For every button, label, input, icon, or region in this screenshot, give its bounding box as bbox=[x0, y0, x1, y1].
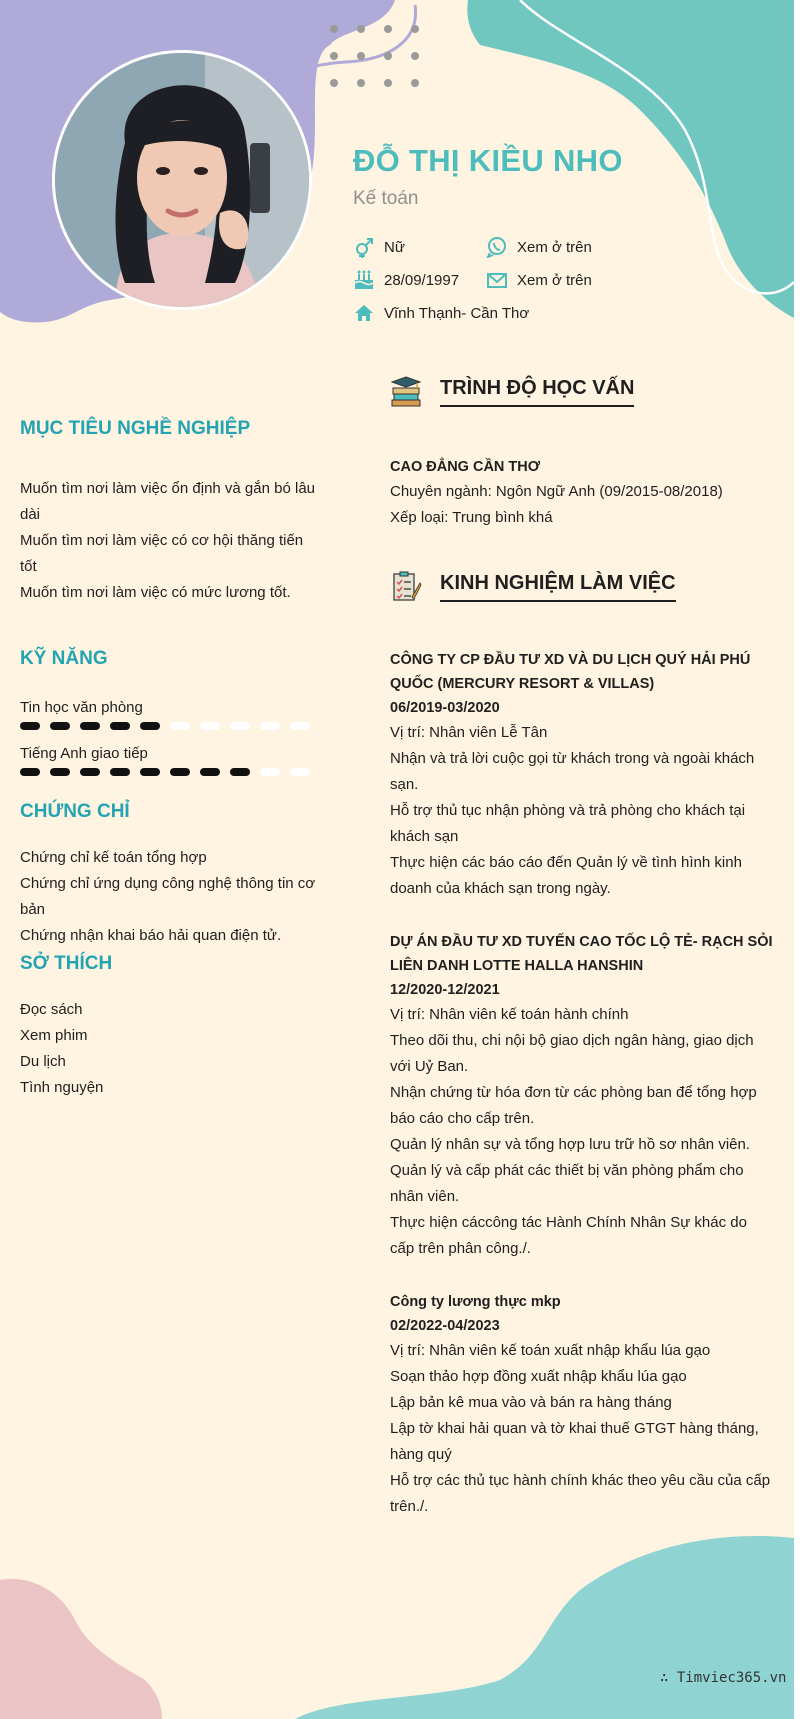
objective-line: Muốn tìm nơi làm việc có cơ hội thăng tiến tốt bbox=[20, 532, 304, 575]
skill-segment-empty bbox=[230, 722, 250, 730]
hobbies-text bbox=[20, 997, 320, 1101]
job-company: DỰ ÁN ĐẦU TƯ XD TUYẾN CAO TỐC LỘ TẺ- RẠCH SỎI LIÊN DANH LOTTE HALLA HANSHIN bbox=[390, 934, 773, 974]
experience-heading: KINH NGHIỆM LÀM VIỆC bbox=[440, 572, 676, 602]
watermark: ∴ Timviec365.vn bbox=[660, 1670, 787, 1686]
checklist-icon bbox=[390, 571, 422, 603]
education-block bbox=[390, 455, 775, 531]
skill-segment-filled bbox=[50, 722, 70, 730]
education-major: Chuyên ngành: Ngôn Ngữ Anh (09/2015-08/2018) bbox=[390, 483, 723, 500]
job-entry bbox=[390, 930, 775, 1262]
skill-segment-filled bbox=[200, 768, 220, 776]
objective-line: Muốn tìm nơi làm việc có mức lương tốt. bbox=[20, 584, 291, 601]
job-company: CÔNG TY CP ĐẦU TƯ XD VÀ DU LỊCH QUÝ HẢI PHÚ QUỐC (MERCURY RESORT & VILLAS) bbox=[390, 652, 751, 692]
job-title: Kế toán bbox=[353, 188, 419, 209]
job-line: Thực hiện cáccông tác Hành Chính Nhân Sự khác do cấp trên phân công./. bbox=[390, 1214, 747, 1257]
gender-value: Nữ bbox=[384, 238, 405, 256]
skill-segment-filled bbox=[140, 722, 160, 730]
job-line: Theo dõi thu, chi nội bộ giao dịch ngân hàng, giao dịch với Uỷ Ban. bbox=[390, 1032, 754, 1075]
skill-level-bar bbox=[20, 722, 320, 730]
address-info bbox=[353, 302, 529, 324]
job-period: 06/2019-03/2020 bbox=[390, 700, 500, 716]
phone-value[interactable]: Xem ở trên bbox=[517, 238, 592, 256]
job-line: Lập tờ khai hải quan và tờ khai thuế GTGT hàng tháng, hàng quý bbox=[390, 1420, 759, 1463]
hobby-line: Xem phim bbox=[20, 1027, 88, 1044]
job-line: Hỗ trợ các thủ tục hành chính khác theo yêu cầu của cấp trên./. bbox=[390, 1472, 771, 1515]
certificate-line: Chứng chỉ ứng dụng công nghệ thông tin cơ bản bbox=[20, 875, 316, 918]
gender-info bbox=[353, 236, 405, 258]
skill-segment-filled bbox=[50, 768, 70, 776]
job-line: Nhận chứng từ hóa đơn từ các phòng ban để tổng hợp báo cáo cho cấp trên. bbox=[390, 1084, 757, 1127]
address-value: Vĩnh Thạnh- Cần Thơ bbox=[384, 304, 530, 322]
certificates-text bbox=[20, 845, 320, 949]
email-value[interactable]: Xem ở trên bbox=[517, 271, 592, 289]
skill-segment-filled bbox=[110, 768, 130, 776]
job-line: Hỗ trợ thủ tục nhận phòng và trả phòng cho khách tại khách sạn bbox=[390, 802, 746, 845]
job-line: Vị trí: Nhân viên kế toán xuất nhập khẩu lúa gạo bbox=[390, 1342, 711, 1359]
job-period: 12/2020-12/2021 bbox=[390, 982, 500, 998]
certificate-line: Chứng nhận khai báo hải quan điện tử. bbox=[20, 927, 282, 944]
books-icon bbox=[390, 376, 422, 408]
school-name: CAO ĐẲNG CẦN THƠ bbox=[390, 459, 541, 475]
objective-line: Muốn tìm nơi làm việc ổn định và gắn bó lâu dài bbox=[20, 480, 315, 523]
skill-segment-filled bbox=[80, 768, 100, 776]
job-line: Quản lý và cấp phát các thiết bị văn phòng phẩm cho nhân viên. bbox=[390, 1162, 744, 1205]
hobbies-heading: SỞ THÍCH bbox=[20, 953, 113, 974]
job-line: Vị trí: Nhân viên Lễ Tân bbox=[390, 724, 548, 741]
education-header bbox=[390, 376, 634, 408]
hobby-line: Du lịch bbox=[20, 1053, 66, 1070]
birthday-value: 28/09/1997 bbox=[384, 271, 460, 289]
job-line: Vị trí: Nhân viên kế toán hành chính bbox=[390, 1006, 629, 1023]
education-heading: TRÌNH ĐỘ HỌC VẤN bbox=[440, 377, 634, 407]
skill-segment-empty bbox=[290, 768, 310, 776]
skill-name: Tin học văn phòng bbox=[20, 699, 143, 716]
profile-photo bbox=[52, 50, 312, 310]
home-icon bbox=[353, 302, 375, 324]
hobby-line: Tình nguyện bbox=[20, 1079, 104, 1096]
watermark-text: Timviec365.vn bbox=[676, 1670, 787, 1686]
job-line: Soạn thảo hợp đồng xuất nhập khẩu lúa gạo bbox=[390, 1368, 687, 1385]
skill-segment-filled bbox=[80, 722, 100, 730]
decorative-dots bbox=[330, 25, 419, 87]
job-period: 02/2022-04/2023 bbox=[390, 1318, 500, 1334]
skills-heading: KỸ NĂNG bbox=[20, 648, 108, 669]
skill-segment-filled bbox=[110, 722, 130, 730]
skill-level-bar bbox=[20, 768, 320, 776]
job-company: Công ty lương thực mkp bbox=[390, 1294, 561, 1310]
skill-segment-empty bbox=[290, 722, 310, 730]
skill-segment-empty bbox=[260, 768, 280, 776]
certificates-heading: CHỨNG CHỈ bbox=[20, 801, 130, 822]
phone-icon bbox=[486, 236, 508, 258]
job-line: Thực hiện các báo cáo đến Quản lý về tình hình kinh doanh của khách sạn trong ngày. bbox=[390, 854, 742, 897]
candidate-name: ĐỖ THỊ KIỀU NHO bbox=[353, 143, 623, 178]
phone-info bbox=[486, 236, 592, 258]
skill-segment-filled bbox=[140, 768, 160, 776]
skill-segment-filled bbox=[20, 768, 40, 776]
skill-segment-filled bbox=[20, 722, 40, 730]
job-line: Quản lý nhân sự và tổng hợp lưu trữ hồ sơ nhân viên. bbox=[390, 1136, 750, 1153]
objective-heading: MỤC TIÊU NGHỀ NGHIỆP bbox=[20, 418, 251, 439]
mail-icon bbox=[486, 269, 508, 291]
skill-segment-empty bbox=[170, 722, 190, 730]
gender-icon bbox=[353, 236, 375, 258]
job-line: Lập bản kê mua vào và bán ra hàng tháng bbox=[390, 1394, 672, 1411]
skill-segment-empty bbox=[200, 722, 220, 730]
certificate-line: Chứng chỉ kế toán tổng hợp bbox=[20, 849, 207, 866]
job-line: Nhận và trả lời cuộc gọi từ khách trong và ngoài khách sạn. bbox=[390, 750, 755, 793]
skill-segment-filled bbox=[170, 768, 190, 776]
experience-header bbox=[390, 571, 676, 603]
skill-segment-filled bbox=[230, 768, 250, 776]
skill-name: Tiếng Anh giao tiếp bbox=[20, 745, 148, 762]
objective-text bbox=[20, 476, 320, 606]
job-entry bbox=[390, 1290, 775, 1520]
skill-segment-empty bbox=[260, 722, 280, 730]
job-entry bbox=[390, 648, 775, 902]
email-info bbox=[486, 269, 592, 291]
birthday-info bbox=[353, 269, 459, 291]
hobby-line: Đọc sách bbox=[20, 1001, 83, 1018]
education-rank: Xếp loại: Trung bình khá bbox=[390, 509, 553, 526]
cake-icon bbox=[353, 269, 375, 291]
